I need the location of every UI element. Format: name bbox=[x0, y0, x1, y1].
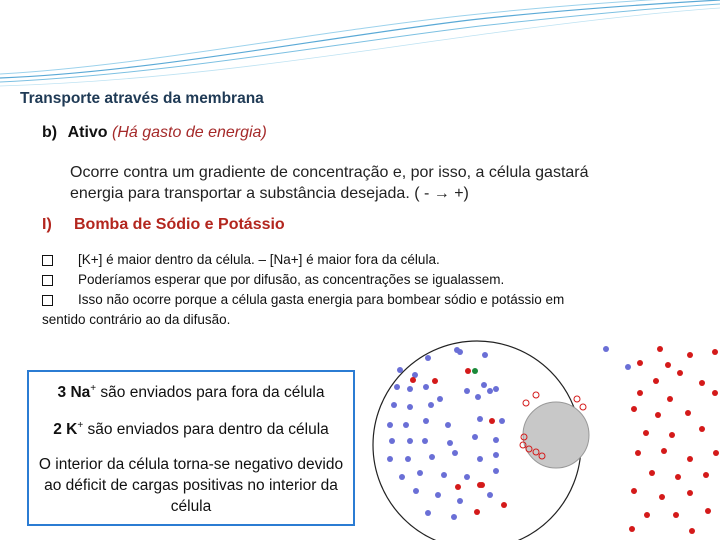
summary-line-sodium bbox=[29, 378, 353, 403]
cell-nucleus bbox=[523, 402, 589, 468]
sodium-text: são enviados para fora da célula bbox=[96, 384, 325, 402]
sodium-charge: + bbox=[90, 383, 97, 394]
potassium-charge: + bbox=[77, 420, 84, 432]
paragraph-line-2: energia para transportar a substância desejada. ( - → +) bbox=[70, 185, 469, 202]
potassium-count: 2 K bbox=[53, 421, 78, 439]
section-heading bbox=[42, 216, 285, 234]
potassium-text: são enviados para dentro da célula bbox=[83, 421, 329, 439]
ions-outside-red bbox=[479, 346, 719, 534]
list-item bbox=[42, 270, 682, 290]
ions-inside-blue bbox=[387, 346, 631, 520]
subtitle-note: (Há gasto de energia) bbox=[112, 124, 267, 141]
explanation-paragraph bbox=[70, 162, 690, 204]
checkbox-bullet-icon bbox=[42, 255, 53, 266]
paragraph-line-1: Ocorre contra um gradiente de concentração e, por isso, a célula gastará bbox=[70, 164, 589, 181]
ion-green bbox=[472, 368, 478, 374]
sodium-count: 3 Na bbox=[57, 384, 91, 402]
checkbox-bullet-icon bbox=[42, 275, 53, 286]
list-item bbox=[42, 290, 682, 310]
summary-line-interior: O interior da célula torna-se negativo devido ao déficit de cargas positivas no interior da célula bbox=[38, 456, 344, 516]
summary-line-potassium bbox=[29, 415, 353, 440]
decorative-header-curves bbox=[0, 0, 720, 90]
list-item bbox=[42, 250, 682, 270]
bullet-list bbox=[42, 250, 682, 330]
page-title: Transporte através da membrana bbox=[20, 90, 264, 107]
summary-box bbox=[27, 370, 355, 526]
subtitle-label: b) bbox=[42, 124, 58, 141]
subtitle bbox=[42, 124, 267, 142]
section-title: Bomba de Sódio e Potássio bbox=[74, 216, 285, 233]
bullet-text-3: Isso não ocorre porque a célula gasta energia para bombear sódio e potássio em bbox=[78, 292, 565, 307]
checkbox-bullet-icon bbox=[42, 295, 53, 306]
subtitle-main: Ativo bbox=[67, 124, 108, 141]
cell-diagram bbox=[370, 325, 720, 540]
section-number: I) bbox=[42, 216, 52, 233]
bullet-text-1: [K+] é maior dentro da célula. – [Na+] é maior fora da célula. bbox=[78, 252, 440, 267]
bullet-continuation: sentido contrário ao da difusão. bbox=[42, 312, 231, 327]
bullet-text-2: Poderíamos esperar que por difusão, as concentrações se igualassem. bbox=[78, 272, 505, 287]
